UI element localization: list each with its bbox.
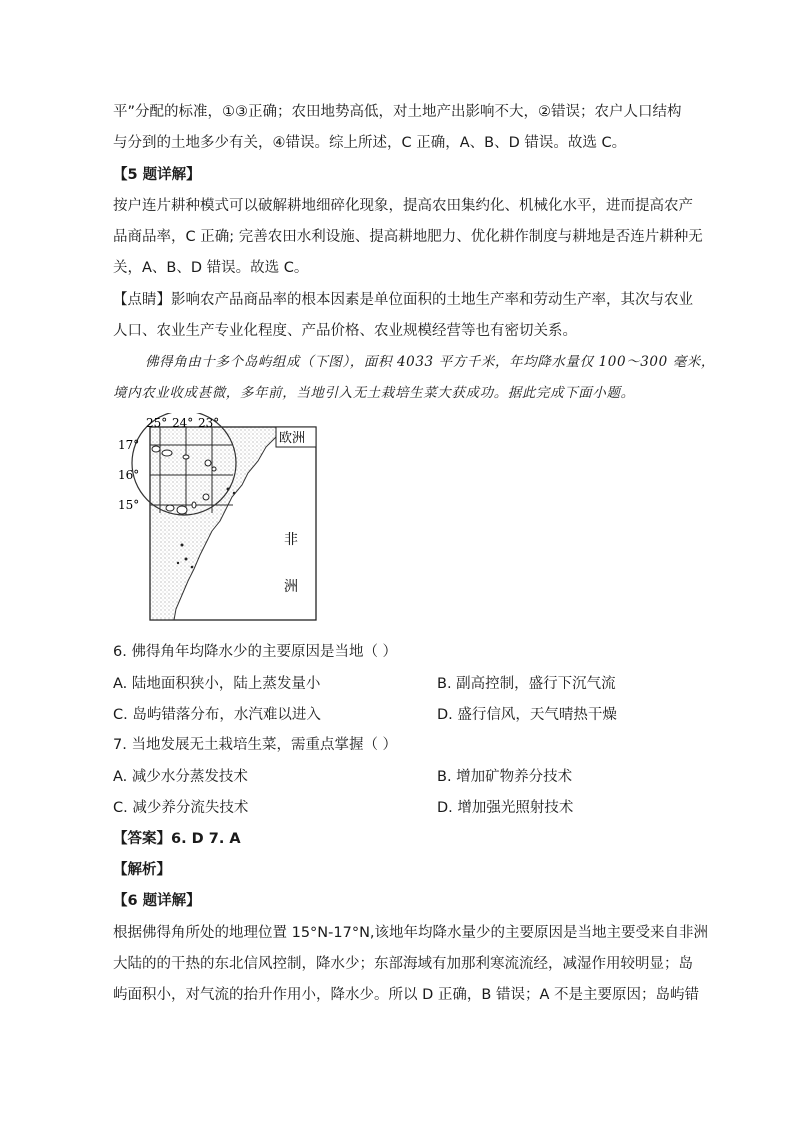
lon-label: 25° — [146, 416, 168, 430]
tip-paragraph — [113, 289, 693, 311]
question-7-option-b: B. 增加矿物养分技术 — [437, 769, 573, 785]
text-line: 与分到的土地多少有关，④错误。综上所述，C 正确，A、B、D 错误。故选 C。 — [113, 135, 627, 151]
question-7-option-a: A. 减少水分蒸发技术 — [113, 769, 248, 785]
lon-label: 24° — [172, 416, 194, 430]
question-7-stem: 7. 当地发展无土栽培生菜，需重点掌握（ ） — [113, 737, 398, 753]
text-line: 人口、农业生产专业化程度、产品价格、农业规模经营等也有密切关系。 — [113, 323, 577, 339]
tip-text: 【点睛】影响农产品商品率的根本因素是单位面积的土地生产率和劳动生产率，其次与农业 — [113, 292, 693, 308]
question-6-option-b: B. 副高控制，盛行下沉气流 — [437, 676, 616, 692]
lat-label: 15° — [118, 498, 140, 512]
text-line: 品商品率，C 正确; 完善农田水利设施、提高耕地肥力、优化耕作制度与耕地是否连片耕种无 — [113, 229, 703, 245]
intro-line: 境内农业收成甚微，多年前，当地引入无土栽培生菜大获成功。据此完成下面小题。 — [113, 385, 635, 401]
section-heading-6: 【6 题详解】 — [113, 893, 201, 909]
text-line: 大陆的的干热的东北信风控制，降水少；东部海域有加那利寒流流经，减湿作用较明显；岛 — [113, 956, 693, 972]
question-6-option-d: D. 盛行信风，天气晴热干燥 — [437, 707, 617, 723]
map-figure — [108, 413, 330, 623]
section-heading-5: 【5 题详解】 — [113, 167, 201, 183]
text-line: 屿面积小，对气流的抬升作用小，降水少。所以 D 正确，B 错误；A 不是主要原因；岛屿错 — [113, 987, 699, 1003]
text-line: 平”分配的标准，①③正确；农田地势高低，对土地产出影响不大，②错误；农户人口结构 — [113, 104, 682, 120]
answer-line: 【答案】6. D 7. A — [113, 831, 241, 847]
intro-line: 佛得角由十多个岛屿组成（下图），面积 4033 平方千米，年均降水量仅 100～300 毫米， — [145, 354, 716, 370]
text-line: 关，A、B、D 错误。故选 C。 — [113, 260, 309, 276]
question-6-stem: 6. 佛得角年均降水少的主要原因是当地（ ） — [113, 644, 398, 660]
text-line: 根据佛得角所处的地理位置 15°N-17°N,该地年均降水量少的主要原因是当地主要受来自非洲 — [113, 925, 709, 941]
africa-label-1: 非 — [284, 532, 298, 548]
question-7-option-d: D. 增加强光照射技术 — [437, 800, 574, 816]
question-6-option-c: C. 岛屿错落分布，水汽难以进入 — [113, 707, 321, 723]
analysis-heading: 【解析】 — [113, 862, 171, 878]
africa-label-2: 洲 — [284, 579, 298, 595]
cape-verde-map — [108, 413, 330, 623]
question-7-option-c: C. 减少养分流失技术 — [113, 800, 249, 816]
lon-label: 23° — [198, 416, 220, 430]
text-line: 按户连片耕种模式可以破解耕地细碎化现象，提高农田集约化、机械化水平，进而提高农产 — [113, 198, 693, 214]
lat-label: 16° — [118, 468, 140, 482]
lat-label: 17° — [118, 438, 140, 452]
question-6-option-a: A. 陆地面积狭小，陆上蒸发量小 — [113, 676, 321, 692]
europe-label: 欧洲 — [279, 431, 306, 446]
